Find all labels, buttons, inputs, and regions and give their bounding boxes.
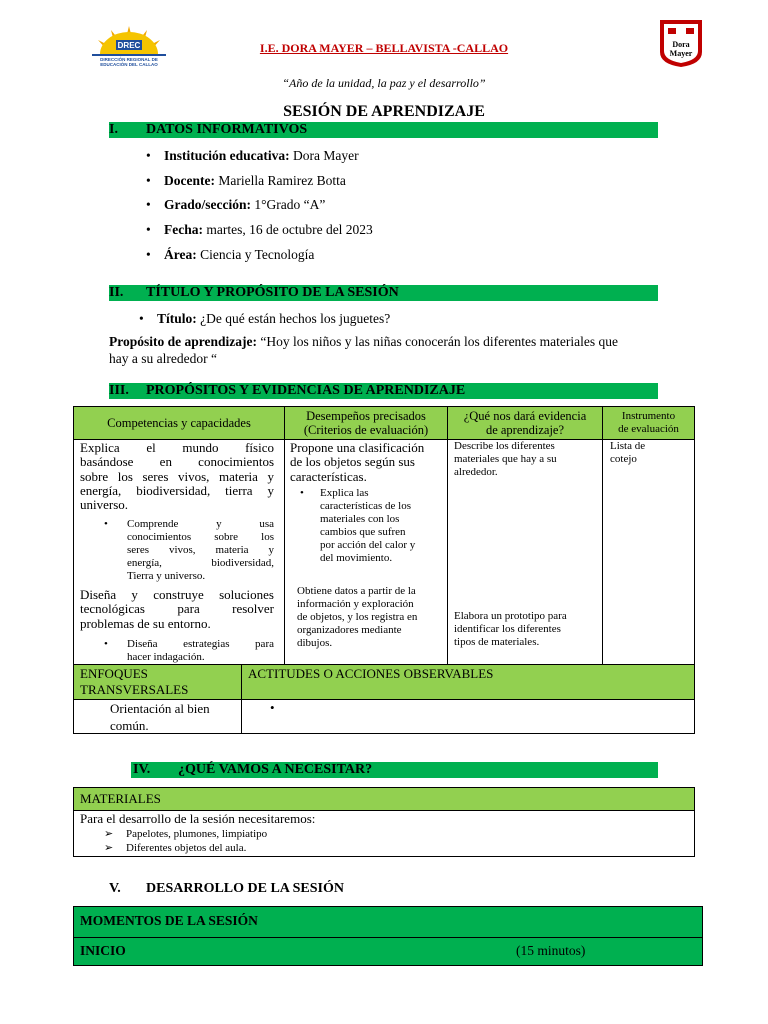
section-1-title: DATOS INFORMATIVOS bbox=[146, 122, 308, 137]
info-item-area: • Área: Ciencia y Tecnología bbox=[146, 247, 315, 262]
section-2-bar bbox=[109, 285, 658, 301]
inicio-label: INICIO bbox=[80, 943, 126, 958]
desempeno-obtiene: Obtiene datos a partir de la información y exploración de objetos, y los registra en organizadores mediante dibujos. bbox=[297, 585, 418, 649]
capacidad-comprende: • Comprende y usa conocimientos sobre los seres vivos, materia y energía, biodiversidad, Tierra y universo. bbox=[104, 518, 274, 582]
enfoques-header: ENFOQUES TRANSVERSALES bbox=[80, 666, 189, 697]
section-4-number: IV. bbox=[133, 762, 151, 777]
actitudes-header: ACTITUDES O ACCIONES OBSERVABLES bbox=[248, 666, 494, 681]
inicio-duration: (15 minutos) bbox=[516, 943, 586, 958]
section-4-title: ¿QUÉ VAMOS A NECESITAR? bbox=[178, 762, 373, 777]
info-item-grado: • Grado/sección: 1°Grado “A” bbox=[146, 197, 326, 212]
school-crest bbox=[658, 18, 704, 68]
svg-text:DREC: DREC bbox=[117, 41, 141, 50]
crest-label: Dora Mayer bbox=[669, 40, 693, 58]
materials-header: MATERIALES bbox=[80, 791, 161, 806]
material-item: ➢ Diferentes objetos del aula. bbox=[104, 842, 247, 854]
material-item: ➢ Papelotes, plumones, limpiatipo bbox=[104, 828, 268, 840]
competencia-disena: Diseña y construye soluciones tecnológicas para resolver problemas de su entorno. bbox=[80, 587, 274, 631]
session-title: • Título: ¿De qué están hechos los juguetes? bbox=[139, 311, 391, 326]
competencia-explica: Explica el mundo físico basándose en conocimientos sobre los seres vivos, materia y energía, biodiversidad, tierra y universo. bbox=[80, 440, 274, 513]
capacidad-disena: • Diseña estrategias para hacer indagación. bbox=[104, 638, 274, 663]
evidencia-elabora: Elabora un prototipo para identificar los diferentes tipos de materiales. bbox=[454, 610, 567, 648]
section-1-number: I. bbox=[109, 122, 118, 137]
section-3-number: III. bbox=[109, 383, 129, 398]
section-2-number: II. bbox=[109, 285, 124, 300]
info-item-institucion: • Institución educativa: Dora Mayer bbox=[146, 148, 359, 163]
info-item-docente: • Docente: Mariella Ramirez Botta bbox=[146, 173, 346, 188]
section-3-bar bbox=[109, 383, 658, 399]
session-purpose-line1: Propósito de aprendizaje: “Hoy los niños y las niñas conocerán los diferentes materiales que bbox=[109, 334, 619, 349]
desempeno-propone: Propone una clasificación de los objetos según sus características. bbox=[290, 440, 425, 484]
evidencia-describe: Describe los diferentes materiales que hay a su alrededor. bbox=[454, 440, 557, 478]
section-2-title: TÍTULO Y PROPÓSITO DE LA SESIÓN bbox=[146, 285, 399, 300]
section-4-bar bbox=[131, 762, 658, 778]
info-item-fecha: • Fecha: martes, 16 de octubre del 2023 bbox=[146, 222, 373, 237]
session-purpose-line2: hay a su alrededor “ bbox=[109, 351, 217, 366]
instrumento-lista-cotejo: Lista de cotejo bbox=[610, 440, 646, 465]
momentos-header: MOMENTOS DE LA SESIÓN bbox=[80, 913, 258, 928]
header-instrumento: Instrumento de evaluación bbox=[618, 410, 679, 435]
materials-intro: Para el desarrollo de la sesión necesitaremos: bbox=[80, 811, 316, 826]
drec-logo-caption: DIRECCIÓN REGIONAL DE EDUCACIÓN DEL CALLAO bbox=[100, 57, 158, 67]
section-5-heading bbox=[109, 881, 345, 897]
header-evidencia: ¿Qué nos dará evidencia de aprendizaje? bbox=[463, 409, 587, 437]
section-5-title: DESARROLLO DE LA SESIÓN bbox=[146, 881, 345, 896]
materials-header-row bbox=[74, 788, 694, 810]
header-competencias: Competencias y capacidades bbox=[107, 416, 251, 430]
desempeno-explica: • Explica las características de los materiales con los cambios que sufren por acción del calor y del movimiento. bbox=[300, 487, 416, 564]
header-desempenos: Desempeños precisados (Criterios de evaluación) bbox=[303, 409, 429, 437]
motto: “Año de la unidad, la paz y el desarrollo” bbox=[282, 76, 486, 90]
document-title: SESIÓN DE APRENDIZAJE bbox=[283, 103, 485, 120]
section-3-title: PROPÓSITOS Y EVIDENCIAS DE APRENDIZAJE bbox=[146, 383, 466, 398]
actitudes-bullet: • bbox=[270, 700, 275, 715]
enfoque-bien-comun: Orientación al bien común. bbox=[110, 701, 210, 733]
section-1-bar bbox=[109, 122, 658, 138]
school-title: I.E. DORA MAYER – BELLAVISTA -CALLAO bbox=[259, 41, 509, 55]
section-5-number: V. bbox=[109, 881, 121, 896]
